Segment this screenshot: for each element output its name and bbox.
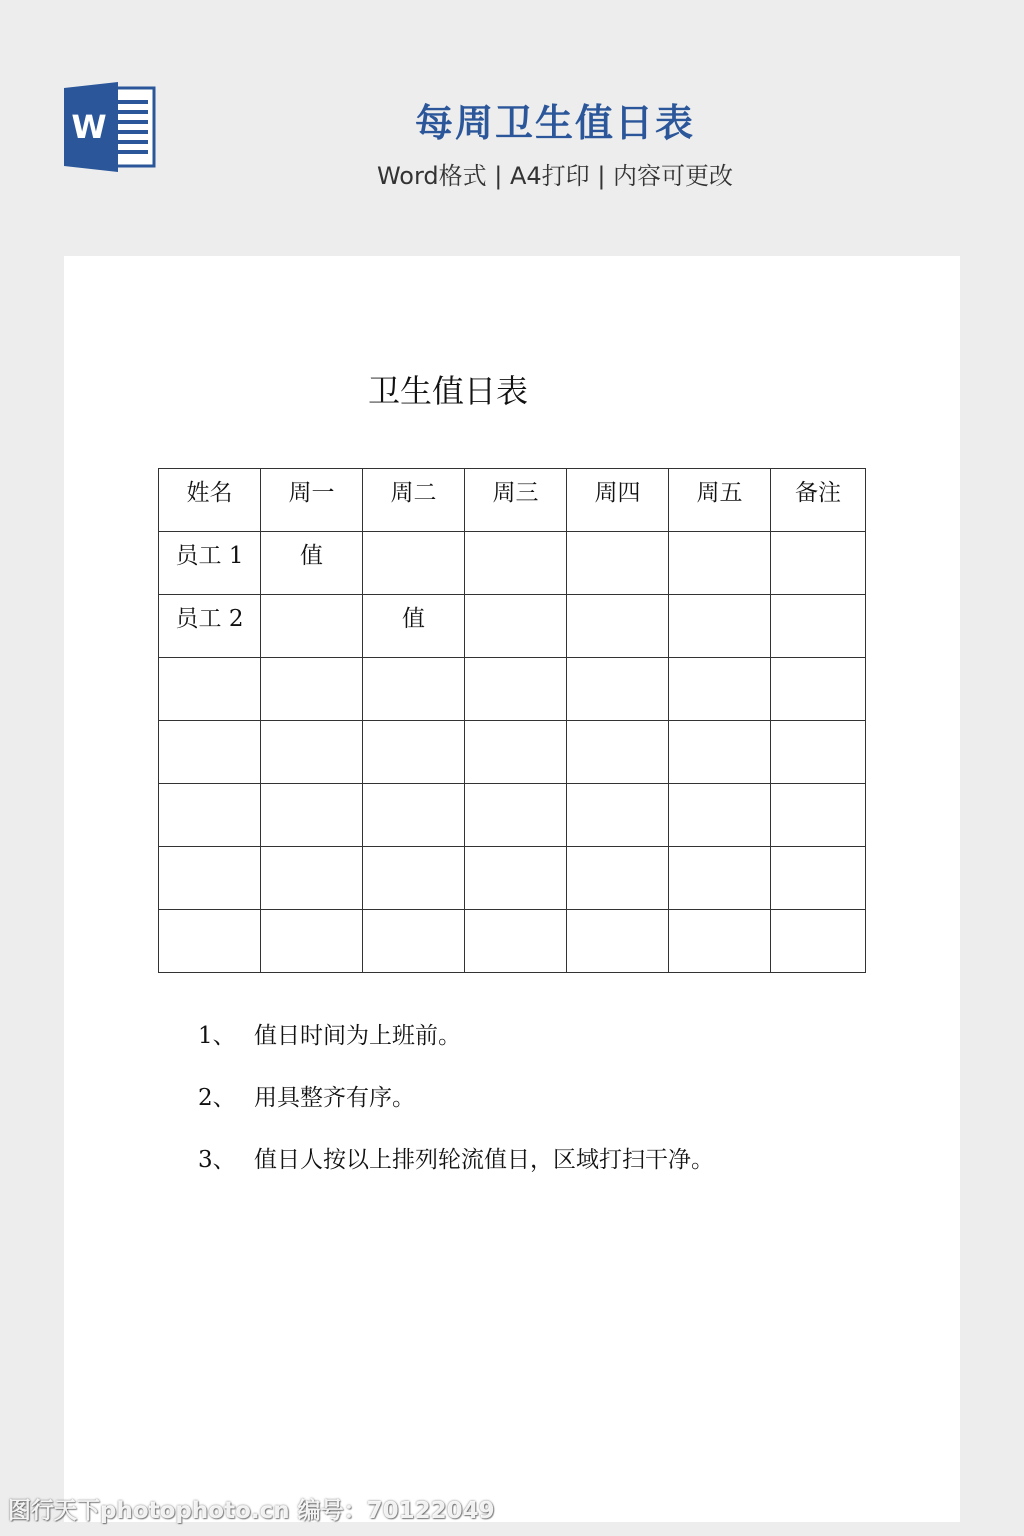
duty-table [158, 468, 866, 973]
table-cell[interactable] [771, 910, 866, 973]
note-text: 用具整齐有序。 [254, 1085, 415, 1111]
table-row [159, 721, 866, 784]
note-item [198, 1016, 714, 1078]
table-cell[interactable] [363, 532, 465, 595]
table-cell[interactable] [261, 847, 363, 910]
table-cell[interactable]: 员工 1 [159, 532, 261, 595]
table-cell[interactable] [363, 847, 465, 910]
table-cell[interactable] [669, 532, 771, 595]
table-cell[interactable] [567, 784, 669, 847]
table-header-row [159, 469, 866, 532]
table-cell[interactable] [261, 595, 363, 658]
table-cell[interactable] [261, 721, 363, 784]
table-row [159, 910, 866, 973]
table-cell[interactable] [771, 847, 866, 910]
note-text: 值日人按以上排列轮流值日，区域打扫干净。 [254, 1147, 714, 1173]
table-cell[interactable] [465, 532, 567, 595]
table-cell[interactable] [771, 595, 866, 658]
table-cell[interactable] [771, 658, 866, 721]
table-cell[interactable] [465, 910, 567, 973]
notes-list [198, 1016, 714, 1202]
table-cell[interactable] [159, 658, 261, 721]
table-cell[interactable] [669, 784, 771, 847]
table-cell[interactable] [159, 910, 261, 973]
table-row [159, 595, 866, 658]
note-item [198, 1140, 714, 1202]
note-item [198, 1078, 714, 1140]
column-header-monday: 周一 [261, 469, 363, 532]
column-header-friday: 周五 [669, 469, 771, 532]
table-cell[interactable] [567, 721, 669, 784]
table-cell[interactable] [465, 784, 567, 847]
header-subtitle: Word格式 | A4打印 | 内容可更改 [376, 162, 734, 190]
table-cell[interactable] [567, 847, 669, 910]
table-cell[interactable] [771, 721, 866, 784]
column-header-tuesday: 周二 [363, 469, 465, 532]
word-document-icon [64, 82, 156, 172]
table-cell[interactable] [771, 532, 866, 595]
document-title: 卫生值日表 [367, 372, 528, 410]
table-row [159, 658, 866, 721]
table-row [159, 784, 866, 847]
table-cell[interactable] [261, 784, 363, 847]
table-cell[interactable] [567, 910, 669, 973]
table-cell[interactable] [669, 721, 771, 784]
svg-text:W: W [71, 108, 107, 146]
column-header-name: 姓名 [159, 469, 261, 532]
header-title: 每周卫生值日表 [414, 101, 695, 145]
table-cell[interactable] [669, 595, 771, 658]
table-cell[interactable]: 值 [261, 532, 363, 595]
table-cell[interactable] [669, 847, 771, 910]
table-cell[interactable] [669, 910, 771, 973]
table-cell[interactable] [363, 721, 465, 784]
column-header-remarks: 备注 [771, 469, 866, 532]
header [0, 0, 1024, 240]
table-cell[interactable] [465, 847, 567, 910]
table-cell[interactable] [465, 721, 567, 784]
note-text: 值日时间为上班前。 [254, 1023, 461, 1049]
table-cell[interactable] [261, 658, 363, 721]
column-header-thursday: 周四 [567, 469, 669, 532]
table-cell[interactable] [669, 658, 771, 721]
table-cell[interactable] [465, 595, 567, 658]
table-cell[interactable] [363, 910, 465, 973]
table-cell[interactable] [159, 847, 261, 910]
table-cell[interactable] [261, 910, 363, 973]
table-cell[interactable] [159, 784, 261, 847]
table-cell[interactable]: 员工 2 [159, 595, 261, 658]
table-cell[interactable] [771, 784, 866, 847]
note-number: 2、 [198, 1085, 236, 1111]
table-cell[interactable] [567, 595, 669, 658]
table-cell[interactable] [567, 532, 669, 595]
note-number: 3、 [198, 1147, 236, 1173]
table-cell[interactable] [465, 658, 567, 721]
table-cell[interactable] [363, 784, 465, 847]
column-header-wednesday: 周三 [465, 469, 567, 532]
table-cell[interactable] [363, 658, 465, 721]
table-cell[interactable] [159, 721, 261, 784]
table-cell[interactable]: 值 [363, 595, 465, 658]
note-number: 1、 [198, 1023, 236, 1049]
watermark: 图行天下photophoto.cn 编号：70122049 [8, 1498, 495, 1524]
table-row [159, 532, 866, 595]
table-row [159, 847, 866, 910]
table-cell[interactable] [567, 658, 669, 721]
